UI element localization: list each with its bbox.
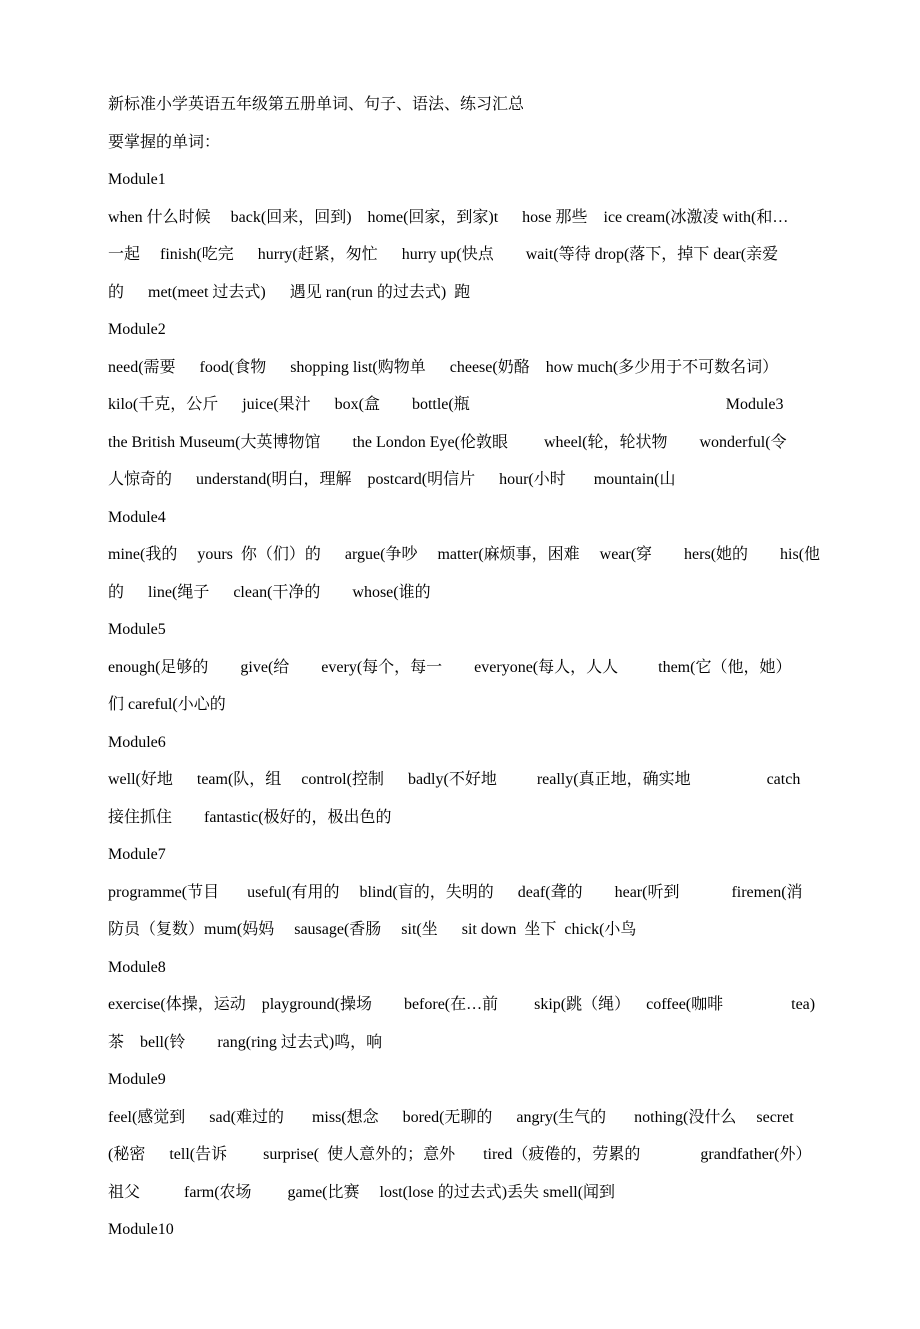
vocabulary-line: programme(节目 useful(有用的 blind(盲的，失明的 deaf(聋的 hear(听到 firemen(消 [108,883,803,901]
module-heading: Module6 [108,733,166,751]
vocabulary-line: feel(感觉到 sad(难过的 miss(想念 bored(无聊的 angry(生气的 nothing(没什么 secret [108,1108,794,1126]
vocabulary-line: need(需要 food(食物 shopping list(购物单 cheese(奶酪 how much(多少用于不可数名词） [108,358,779,376]
section-heading: 要掌握的单词： [108,133,221,151]
module-heading: Module2 [108,321,166,338]
vocabulary-line: enough(足够的 give(给 every(每个，每一 everyone(每人，人人 them(它（他，她） [108,658,792,676]
vocabulary-line: exercise(体操，运动 playground(操场 before(在…前 skip(跳（绳） coffee(咖啡 tea) [108,996,816,1013]
vocabulary-line: when 什么时候 back(回来，回到) home(回家，到家)t hose 那些 ice cream(冰激凌 with(和… [108,208,789,226]
document-body [108,94,848,1257]
vocabulary-line: 人惊奇的 understand(明白，理解 postcard(明信片 hour(小时 mountain(山 [108,471,676,488]
vocabulary-line: (秘密 tell(告诉 surprise( 使人意外的；意外 tired（疲倦的，劳累的 grandfather(外） [108,1146,812,1163]
vocabulary-line: mine(我的 yours 你（们）的 argue(争吵 matter(麻烦事，困难 wear(穿 hers(她的 his(他 [108,546,821,563]
module-heading: Module10 [108,1221,174,1238]
vocabulary-line: well(好地 team(队，组 control(控制 badly(不好地 really(真正地，确实地 catch [108,771,801,788]
vocabulary-line: 接住抓住 fantastic(极好的，极出色的 [108,808,392,826]
module-heading: Module5 [108,621,166,638]
vocabulary-line: kilo(千克，公斤 juice(果汁 box(盒 bottle(瓶 Module3 [108,396,784,413]
module-heading: Module8 [108,958,166,976]
vocabulary-line: 防员（复数）mum(妈妈 sausage(香肠 sit(坐 sit down 坐下 chick(小鸟 [108,921,637,938]
module-heading: Module1 [108,171,166,188]
module-heading: Module7 [108,846,166,863]
vocabulary-line: 的 met(meet 过去式) 遇见 ran(run 的过去式) 跑 [108,283,471,301]
vocabulary-line: the British Museum(大英博物馆 the London Eye(伦敦眼 wheel(轮，轮状物 wonderful(令 [108,433,787,451]
module-heading: Module4 [108,508,166,526]
vocabulary-line: 祖父 farm(农场 game(比赛 lost(lose 的过去式)丢失 smell(闻到 [108,1183,616,1201]
vocabulary-line: 一起 finish(吃完 hurry(赶紧，匆忙 hurry up(快点 wait(等待 drop(落下，掉下 dear(亲爱 [108,246,779,263]
vocabulary-line: 们 careful(小心的 [108,696,226,713]
module-heading: Module9 [108,1071,166,1088]
vocabulary-list [108,169,848,1257]
vocabulary-line: 茶 bell(铃 rang(ring 过去式)鸣，响 [108,1033,383,1051]
vocabulary-line: 的 line(绳子 clean(干净的 whose(谁的 [108,583,431,601]
document-title: 新标准小学英语五年级第五册单词、句子、语法、练习汇总 [108,96,525,113]
